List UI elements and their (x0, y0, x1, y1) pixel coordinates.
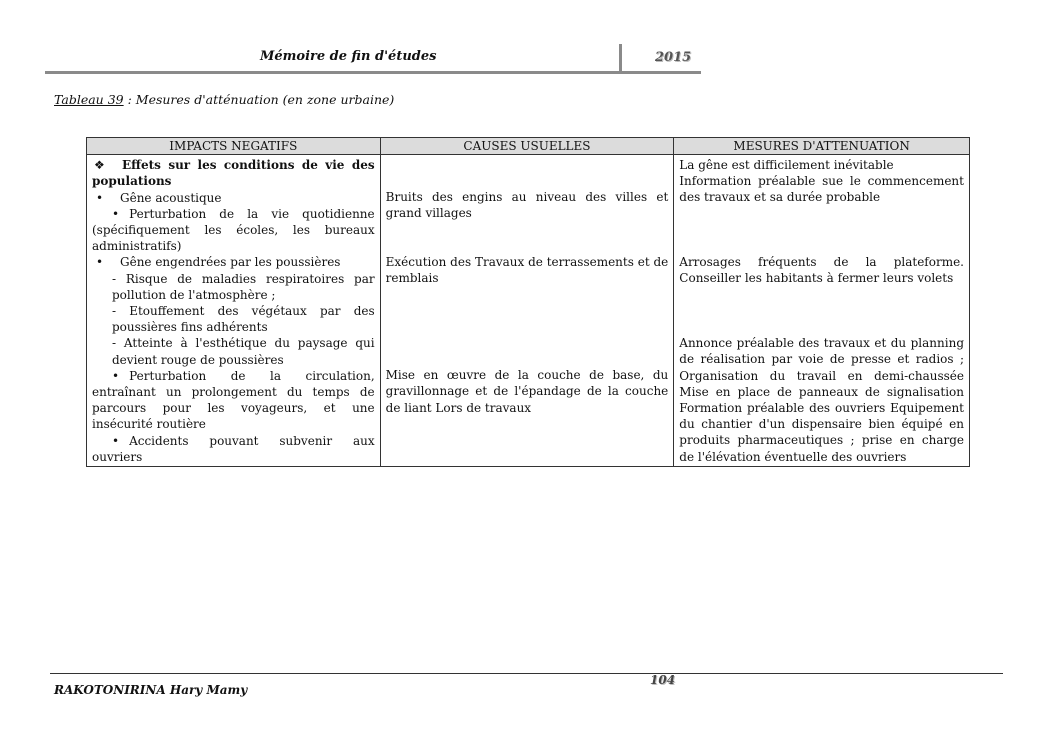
cause-item: Exécution des Travaux de terrassements et de remblais (385, 255, 669, 286)
col-header-causes: CAUSES USUELLES (380, 138, 674, 155)
diamond-bullet-icon: ❖ (94, 158, 108, 173)
mesures-cell (674, 155, 970, 467)
mitigation-table (86, 137, 970, 467)
list-item: • Accidents pouvant subvenir aux ouvriers (92, 433, 375, 464)
bullet-icon: • (96, 190, 104, 205)
header-title: Mémoire de fin d'études (260, 49, 437, 64)
table-header-row (87, 138, 970, 155)
mesure-item: Information préalable sue le commencement des travaux et sa durée probable (679, 174, 964, 205)
cause-item: Mise en œuvre de la couche de base, du gravillonnage et de l'épandage de la couche de liant Lors de travaux (385, 368, 669, 415)
bullet-icon: • (112, 368, 120, 383)
header-rule (45, 71, 701, 74)
list-item: • Perturbation de la circulation, entraînant un prolongement du temps de parcours pour les voyageurs, et une insécurité routière (92, 368, 375, 432)
caption-text: : Mesures d'atténuation (en zone urbaine) (123, 92, 395, 107)
table-caption (54, 92, 394, 107)
list-item: • Perturbation de la vie quotidienne (spécifiquement les écoles, les bureaux administratifs) (92, 206, 375, 254)
header-year: 2015 (655, 50, 692, 65)
causes-cell (380, 155, 674, 467)
mesure-item: Annonce préalable des travaux et du planning de réalisation par voie de presse et radios ; Organisation du travail en demi-chaussée Mise en place de panneaux de signalisation Formation préalable des ouvriers Equipement du chantier d'un dispensaire bien équipé en produits pharmaceutiques ; prise en charge de l'élévation éventuelle des ouvriers (679, 336, 964, 464)
list-item: • Gêne engendrées par les poussières (96, 255, 341, 270)
section-title: Effets sur les conditions de vie des populations (92, 158, 375, 189)
cause-item: Bruits des engins au niveau des villes et grand villages (385, 190, 669, 221)
col-header-impacts: IMPACTS NEGATIFS (87, 138, 381, 155)
section-heading-line (92, 157, 375, 189)
header-separator (619, 44, 622, 74)
bullet-icon: • (96, 255, 104, 270)
table-row (87, 155, 970, 467)
impacts-cell (87, 155, 381, 467)
col-header-mesures: MESURES D'ATTENUATION (674, 138, 970, 155)
bullet-icon: • (112, 433, 120, 448)
bullet-icon: • (112, 206, 120, 221)
footer-rule (50, 673, 1003, 674)
list-item: • Gêne acoustique (96, 190, 222, 205)
caption-label: Tableau 39 (54, 92, 124, 107)
sub-item: - Atteinte à l'esthétique du paysage qui devient rouge de poussières (112, 336, 375, 367)
sub-item: - Risque de maladies respiratoires par pollution de l'atmosphère ; (112, 271, 375, 302)
mesure-item: La gêne est difficilement inévitable (679, 158, 894, 173)
footer-author: RAKOTONIRINA Hary Mamy (54, 683, 248, 697)
sub-item: - Etouffement des végétaux par des poussières fins adhérents (112, 304, 375, 335)
mesure-item: Arrosages fréquents de la plateforme. Conseiller les habitants à fermer leurs volets (679, 255, 964, 286)
page-number: 104 (650, 673, 676, 687)
